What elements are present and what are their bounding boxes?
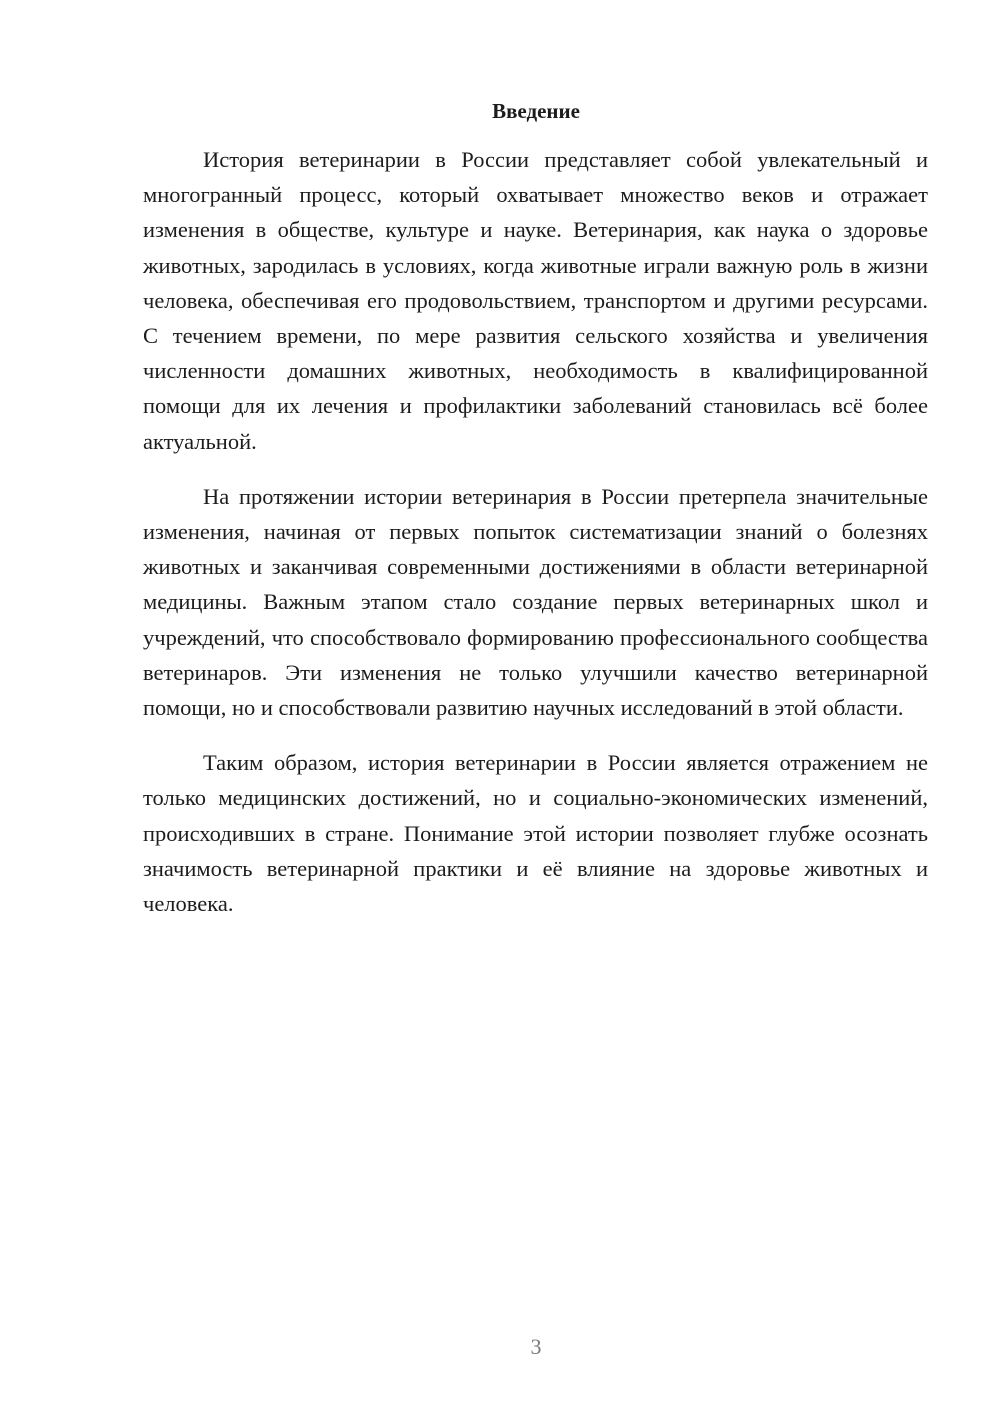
paragraph-1: История ветеринарии в России представляет собой увлекательный и многогранный процесс, который охватывает множество веков и отражает изменения в обществе, культуре и науке. Ветеринария, как наука о здоровье животных, зародилась в условиях, когда животные играли важную роль в жизни человека, обеспечивая его продовольствием, транспортом и другими ресурсами. С течением времени, по мере развития сельского хозяйства и увеличения численности домашних животных, необходимость в квалифицированной помощи для их лечения и профилактики заболеваний становилась всё более актуальной. bbox=[143, 147, 928, 454]
paragraph-2: На протяжении истории ветеринария в России претерпела значительные изменения, начиная от первых попыток систематизации знаний о болезнях животных и заканчивая современными достижениями в области ветеринарной медицины. Важным этапом стало создание первых ветеринарных школ и учреждений, что способствовало формированию профессионального сообщества ветеринаров. Эти изменения не только улучшили качество ветеринарной помощи, но и способствовали развитию научных исследований в этой области. bbox=[143, 483, 928, 721]
document-body bbox=[143, 142, 928, 941]
paragraph-3: Таким образом, история ветеринарии в России является отражением не только медицинских достижений, но и социально-экономических изменений, происходивших в стране. Понимание этой истории позволяет глубже осознать значимость ветеринарной практики и её влияние на здоровье животных и человека. bbox=[143, 750, 928, 917]
page-title: Введение bbox=[492, 99, 580, 123]
page-number: 3 bbox=[530, 1334, 542, 1359]
